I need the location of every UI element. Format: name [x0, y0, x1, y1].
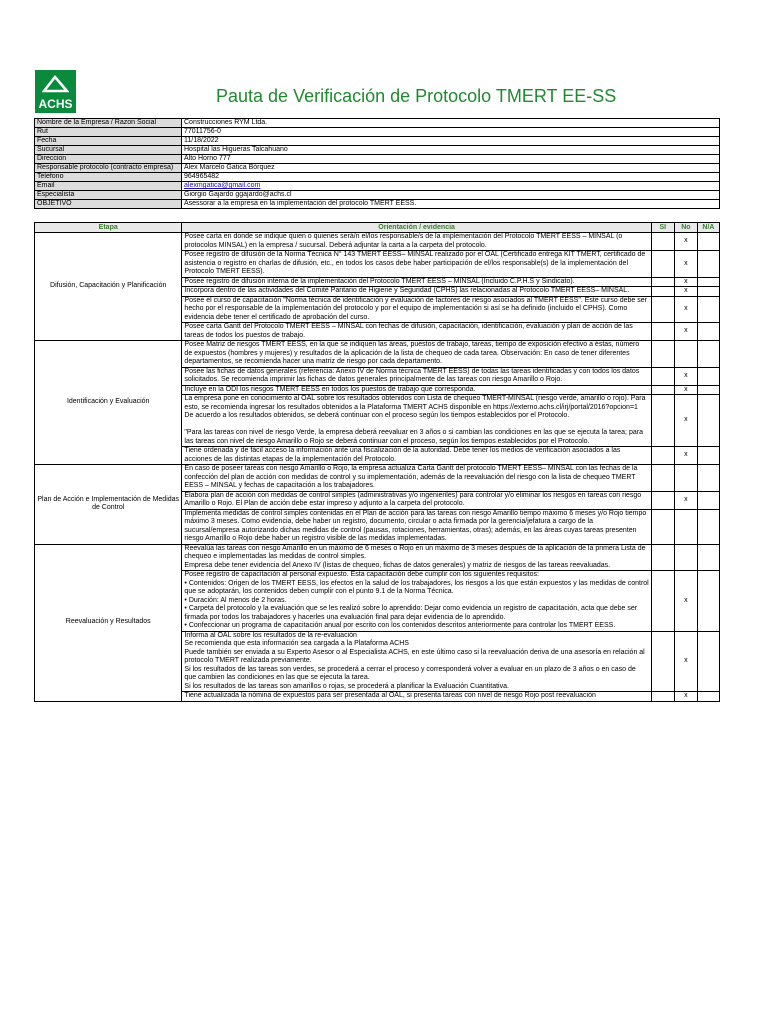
check-no: [674, 465, 697, 492]
info-row: [35, 128, 720, 137]
info-row: [35, 164, 720, 173]
info-label: Fecha: [35, 137, 182, 146]
info-row: [35, 200, 720, 209]
check-no: x: [674, 367, 697, 385]
check-na: [697, 233, 719, 251]
evidence-text: Incorpora dentro de las actividades del Comité Paritario de Higiene y Seguridad (CPHS) las relacionadas al Protocolo TMERT EESS– MINSAL.: [182, 287, 651, 297]
info-label: Rut: [35, 128, 182, 137]
logo-text: ACHS: [38, 97, 73, 111]
check-si: [651, 692, 674, 702]
check-si: [651, 385, 674, 395]
check-si: [651, 287, 674, 297]
info-label: OBJETIVO: [35, 200, 182, 209]
check-na: [697, 296, 719, 323]
check-na: [697, 395, 719, 447]
check-na: [697, 631, 719, 692]
check-na: [697, 287, 719, 297]
info-label: Responsable protocolo (contracto empresa): [35, 164, 182, 173]
check-na: [697, 323, 719, 341]
check-si: [651, 571, 674, 632]
info-value: 11/18/2022: [182, 137, 720, 146]
check-si: [651, 509, 674, 544]
check-na: [697, 367, 719, 385]
check-si: [651, 341, 674, 368]
check-si: [651, 447, 674, 465]
info-label: Telefono: [35, 173, 182, 182]
info-label: Direccion: [35, 155, 182, 164]
info-row: [35, 119, 720, 128]
logo-mark-icon: [42, 75, 69, 93]
check-na: [697, 692, 719, 702]
info-value: 964965482: [182, 173, 720, 182]
table-row: [35, 341, 720, 368]
table-header-row: [35, 223, 720, 233]
info-label: Email: [35, 182, 182, 191]
check-na: [697, 341, 719, 368]
info-value: Hospital las Higueras Talcahuano: [182, 146, 720, 155]
check-no: x: [674, 447, 697, 465]
check-si: [651, 465, 674, 492]
check-no: x: [674, 491, 697, 509]
check-no: x: [674, 395, 697, 447]
check-no: x: [674, 323, 697, 341]
check-no: x: [674, 692, 697, 702]
check-no: x: [674, 296, 697, 323]
stage-name: Difusión, Capacitación y Planificación: [35, 233, 182, 341]
evidence-text: En caso de poseer tareas con riesgo Amarillo o Rojo, la empresa actualiza Carta Gantt del protocolo TMERT EESS– MINSAL con las fechas de la confección del plan de acción con medidas de control y su implementación, además de la reevaluación del riesgo con la lista de chequeo TMERT EESS – MINSAL y fechas de capacitación a los trabajadores.: [182, 465, 651, 492]
check-si: [651, 395, 674, 447]
check-na: [697, 491, 719, 509]
check-si: [651, 251, 674, 278]
check-no: x: [674, 277, 697, 287]
verification-table: [34, 222, 720, 702]
info-row: [35, 137, 720, 146]
evidence-text: Posee el curso de capacitación "Norma técnica de identificación y evaluación de factores de riesgo asociados al TMERT EESS". Este curso debe ser hecho por el responsable de la implementación del protocolo y por el equipo de implementación si así se ha definido (incluido el CPHS). Como evidencia debe tener el certificado de aprobación del curso.: [182, 296, 651, 323]
table-row: [35, 465, 720, 492]
check-no: x: [674, 571, 697, 632]
info-value: Construcciones RYM Ltda.: [182, 119, 720, 128]
check-no: [674, 341, 697, 368]
check-na: [697, 544, 719, 571]
col-na: N/A: [697, 223, 719, 233]
evidence-text: Informa al OAL sobre los resultados de la re-evaluación Se recomienda que esta información sea cargada a la Plataforma ACHS Puede también ser enviada a su Experto Asesor o al Especialista ACHS, en este último caso si la reevaluación deriva de una asesoría en relación al protocolo TMERT realizada previamente. Si los resultados de las tareas son verdes, se procederá a cerrar el proceso y corresponderá volver a evaluar en un plazo de 3 años o en caso de que cambien las condiciones en las que se ejecuta la tarea. Si los resultados de las tareas son amarillos o rojas, se procederá a planificar la Evaluación Cuantitativa.: [182, 631, 651, 692]
info-row: [35, 155, 720, 164]
stage-name: Reevaluación y Resultados: [35, 544, 182, 701]
check-na: [697, 251, 719, 278]
info-value: [182, 182, 720, 191]
check-na: [697, 277, 719, 287]
evidence-text: Incluye en la ODI los riesgos TMERT EESS en todos los puestos de trabajo que corresponda.: [182, 385, 651, 395]
info-label: Sucursal: [35, 146, 182, 155]
check-si: [651, 491, 674, 509]
info-value: Alex Marcelo Gatica Bórquez: [182, 164, 720, 173]
info-row: [35, 173, 720, 182]
info-value: Asessorar a la empresa en la implementación del protocolo TMERT EESS.: [182, 200, 720, 209]
page-title: Pauta de Verificación de Protocolo TMERT EE-SS: [216, 86, 617, 106]
evidence-text: Posee registro de difusión interna de la implementación del Protocolo TMERT EESS – MINSAL (Incluido C.P.H.S y Sindicato).: [182, 277, 651, 287]
check-no: x: [674, 287, 697, 297]
evidence-text: Tiene ordenada y de fácil acceso la información ante una fiscalización de la autoridad. Debe tener los medios de verificación asociados a las acciones de las distintas etapas de la implementación del Protocolo.: [182, 447, 651, 465]
check-si: [651, 296, 674, 323]
evidence-text: Posee carta Gantt del Protocolo TMERT EESS – MINSAL con fechas de difusión, capacitación, identificación, evaluación y plan de acción de las tareas de todos los puestos de trabajo.: [182, 323, 651, 341]
evidence-text: Posee registro de capacitación al personal expuesto. Esta capacitación debe cumplir con los siguientes requisitos: • Contenidos: Origen de los TMERT EESS, los efectos en la salud de los trabajadores, los riesgos a los que están expuestos y las medidas de control que se adoptarán, los contenidos deben cumplir con el punto 9.1 de la Norma Técnica. • Duración: Al menos de 2 horas. • Carpeta del protocolo y la evaluación que se les realizó sobre lo aprendido: Dejar como evidencia un registro de capacitación, acta que debe ser firmada por todos los trabajadores y hacerles una evaluación final para dejar evidencia de lo aprendido. • Confeccionar un programa de capacitación anual por escrito con los contenidos descritos anteriormente para controlar los TMERT EESS.: [182, 571, 651, 632]
evidence-text: Reevalúa las tareas con riesgo Amarillo en un máximo de 6 meses o Rojo en un máximo de 3 meses después de la aplicación de la primera Lista de chequeo e implementadas las medidas de control simples. Empresa debe tener evidencia del Anexo IV (listas de chequeo, fichas de datos generales) y matriz de riesgos de las tareas reevaluadas.: [182, 544, 651, 571]
info-row: [35, 182, 720, 191]
company-info-table: [34, 118, 720, 209]
evidence-text: Elabora plan de acción con medidas de control simples (administrativas y/o ingenieriles) para controlar y/o eliminar los riesgos en tareas con riesgo Amarillo o Rojo. El Plan de acción debe estar impreso y adjunto a la carpeta del protocolo.: [182, 491, 651, 509]
check-no: [674, 544, 697, 571]
stage-name: Identificación y Evaluación: [35, 341, 182, 465]
check-na: [697, 509, 719, 544]
check-si: [651, 233, 674, 251]
check-na: [697, 465, 719, 492]
evidence-text: Tiene actualizada la nómina de expuestos para ser presentada al OAL, si presenta tareas con nivel de riesgo Rojo post reevaluación: [182, 692, 651, 702]
check-na: [697, 571, 719, 632]
stage-name: Plan de Acción e Implementación de Medidas de Control: [35, 465, 182, 545]
col-no: No: [674, 223, 697, 233]
col-etapa: Etapa: [35, 223, 182, 233]
check-si: [651, 277, 674, 287]
check-no: x: [674, 631, 697, 692]
table-row: [35, 233, 720, 251]
check-no: x: [674, 233, 697, 251]
achs-logo: [35, 70, 76, 113]
check-no: x: [674, 251, 697, 278]
info-row: [35, 146, 720, 155]
check-no: x: [674, 385, 697, 395]
evidence-text: Posee carta en donde se indique quien o quienes será/n el/los responsable/s de la implementación del Protocolo TMERT EESS – MINSAL (o protocolos MINSAL) en la empresa / sucursal. Deberá adjuntar la carta a la carpeta del protocolo.: [182, 233, 651, 251]
check-no: [674, 509, 697, 544]
evidence-text: Posee Matriz de riesgos TMERT EESS, en la que se indiquen las áreas, puestos de trabajo, tareas, tiempo de exposición efectivo a éstas, número de expuestos (hombres y mujeres) y resultados de la aplicación de la lista de chequeo de cada tarea. Observación: En caso de tener diferentes departamentos, se recomienda hacer una matriz de riesgo por cada departamento.: [182, 341, 651, 368]
info-label: Nombre de la Empresa / Razon Social: [35, 119, 182, 128]
evidence-text: Implementa medidas de control simples contenidas en el Plan de acción para las tareas con riesgo Amarillo tiempo máximo 6 meses y/o Rojo tiempo máximo 3 meses. Como evidencia, debe haber un registro, documento, circular o acta firmada por la gerencia/jefatura a cargo de la sucursal/empresa autorizando dichas medidas de control (pausas, rotaciones, herramientas, otras); además, en las áreas cuyas tareas presenten riesgo Amarillo o Rojo debe haber un registro visible de las medidas implementadas.: [182, 509, 651, 544]
info-label: Especialista: [35, 191, 182, 200]
table-row: [35, 544, 720, 571]
info-value: 77011756-0: [182, 128, 720, 137]
evidence-text: La empresa pone en conocimiento al OAL sobre los resultados obtenidos con Lista de chequeo TMERT-MINSAL (riesgo verde, amarillo o rojo). Para esto, se recomienda ingresar los resultados obtenidos a la Plataforma TMERT ACHS disponible en https://externo.achs.cl/irj/portal/2016?opcion=1 De acuerdo a los resultados obtenidos, se deberá continuar con el proceso según los tiempos establecidos por el Protocolo. "Para las tareas con nivel de riesgo Verde, la empresa deberá reevaluar en 3 años o si cambian las condiciones en las que se ejecuta la tarea; para las tareas con nivel de riesgo Amarillo o Rojo se deberá continuar con el proceso, según los tiempos establecidos por el Protocolo.: [182, 395, 651, 447]
check-na: [697, 447, 719, 465]
info-value: Alto Horno 777: [182, 155, 720, 164]
check-na: [697, 385, 719, 395]
info-value: Giorgio Gajardo ggajardo@achs.cl: [182, 191, 720, 200]
evidence-text: Posee las fichas de datos generales (referencia: Anexo IV de Norma técnica TMERT EESS) de todas las tareas identificadas y con todos los datos solicitados. Se recomienda imprimir las fichas de datos generales principalmente de las tareas con riesgo Amarillo o Rojo.: [182, 367, 651, 385]
info-row: [35, 191, 720, 200]
check-si: [651, 631, 674, 692]
col-orientacion: Orientación / evidencia: [182, 223, 651, 233]
evidence-text: Posee registro de difusión de la Norma Técnica N° 143 TMERT EESS– MINSAL realizado por el OAL (Certificado entrega KIT TMERT, certificado de asistencia o registro en charlas de difusión, etc., en todos los casos debe haber participación de el/los responsable(s) de la implementación del Protocolo TMERT EESS).: [182, 251, 651, 278]
email-link[interactable]: alexmgatica@gmail.com: [184, 182, 261, 189]
check-si: [651, 367, 674, 385]
col-si: SI: [651, 223, 674, 233]
check-si: [651, 544, 674, 571]
check-si: [651, 323, 674, 341]
